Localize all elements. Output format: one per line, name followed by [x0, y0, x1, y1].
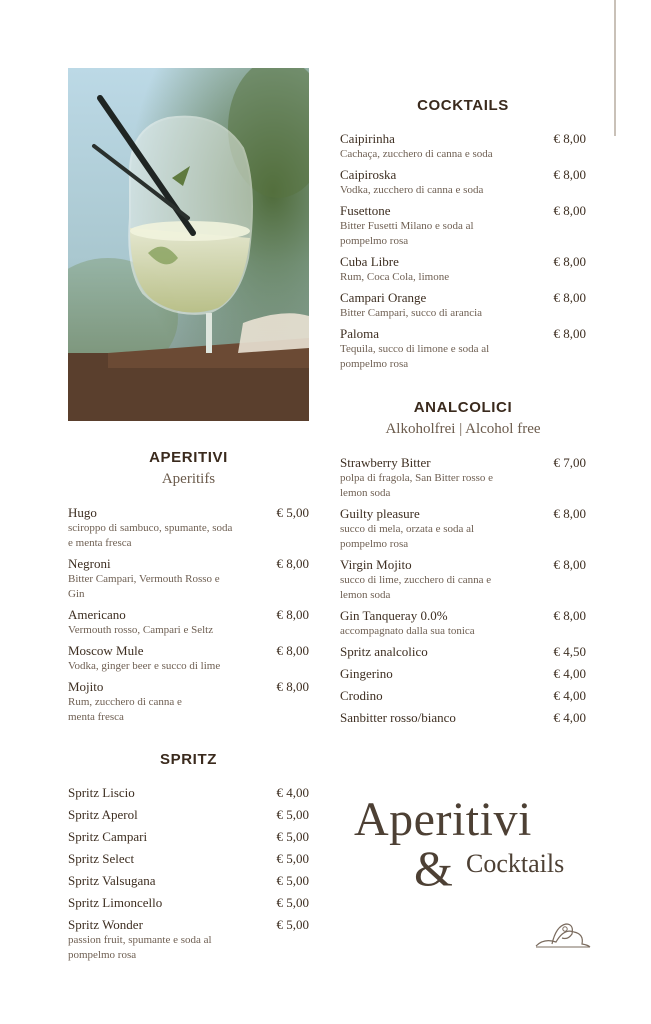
menu-item: [68, 679, 309, 725]
item-name: Gingerino: [340, 666, 393, 681]
item-name: Caipirinha: [340, 131, 395, 146]
item-name: Negroni: [68, 556, 111, 571]
item-name: Campari Orange: [340, 290, 427, 305]
item-name: Guilty pleasure: [340, 506, 420, 521]
menu-item: [340, 167, 586, 198]
item-price: € 4,00: [276, 785, 309, 800]
item-name: Spritz Wonder: [68, 917, 143, 932]
menu-item: [340, 506, 586, 552]
menu-item: [68, 807, 309, 823]
item-price: € 8,00: [553, 608, 586, 623]
item-price: € 8,00: [553, 254, 586, 269]
item-price: € 4,50: [553, 644, 586, 659]
menu-item: [340, 455, 586, 501]
item-price: € 5,00: [276, 873, 309, 888]
item-price: € 7,00: [553, 455, 586, 470]
item-price: € 8,00: [553, 326, 586, 341]
item-price: € 4,00: [553, 688, 586, 703]
item-name: Moscow Mule: [68, 643, 144, 658]
item-description: succo di lime, zucchero di canna e lemon soda: [340, 574, 492, 601]
item-name: Spritz Limoncello: [68, 895, 163, 910]
aperitivi-list: [68, 505, 309, 730]
brand-subtitle: Cocktails: [466, 849, 565, 878]
item-name: Fusettone: [340, 203, 391, 218]
analcolici-subtitle: Alkoholfrei | Alcohol free: [385, 421, 541, 437]
menu-item: [340, 203, 586, 249]
item-price: € 8,00: [276, 643, 309, 658]
menu-item: [340, 666, 586, 682]
cocktail-photo: [68, 68, 309, 421]
item-price: € 5,00: [276, 505, 309, 520]
menu-item: [340, 557, 586, 603]
menu-item: [340, 290, 586, 321]
item-price: € 8,00: [276, 556, 309, 571]
item-price: € 5,00: [276, 851, 309, 866]
cocktails-list: [340, 131, 586, 377]
item-name: Caipiroska: [340, 167, 397, 182]
brand-ampersand: &: [414, 840, 453, 896]
item-name: Spritz Aperol: [68, 807, 138, 822]
item-name: Gin Tanqueray 0.0%: [340, 608, 448, 623]
item-name: Americano: [68, 607, 126, 622]
menu-item: [68, 556, 309, 602]
spritz-list: [68, 785, 309, 969]
item-price: € 8,00: [553, 557, 586, 572]
item-price: € 8,00: [553, 131, 586, 146]
menu-item: [68, 873, 309, 889]
item-name: Spritz Valsugana: [68, 873, 156, 888]
item-description: Bitter Campari, Vermouth Rosso e Gin: [68, 573, 220, 600]
menu-item: [68, 607, 309, 638]
item-description: Vermouth rosso, Campari e Seltz: [68, 624, 214, 636]
decorative-vertical-line: [614, 0, 616, 136]
item-price: € 8,00: [553, 290, 586, 305]
item-name: Spritz Liscio: [68, 785, 135, 800]
analcolici-list: [340, 455, 586, 732]
restaurant-logo-icon: [534, 918, 592, 952]
item-name: Hugo: [68, 505, 97, 520]
analcolici-title: ANALCOLICI: [413, 399, 513, 416]
item-description: passion fruit, spumante e soda al pompelmo rosa: [68, 934, 212, 961]
brand-lockup: [350, 790, 590, 910]
item-description: sciroppo di sambuco, spumante, soda e menta fresca: [68, 522, 233, 549]
item-description: Vodka, ginger beer e succo di lime: [68, 660, 221, 672]
item-name: Spritz Campari: [68, 829, 148, 844]
menu-item: [68, 851, 309, 867]
item-description: Vodka, zucchero di canna e soda: [340, 184, 484, 196]
aperitivi-subtitle: Aperitifs: [161, 471, 216, 487]
item-price: € 4,00: [553, 666, 586, 681]
item-name: Mojito: [68, 679, 104, 694]
item-price: € 8,00: [553, 506, 586, 521]
item-name: Crodino: [340, 688, 383, 703]
item-price: € 5,00: [276, 895, 309, 910]
menu-item: [340, 131, 586, 162]
item-name: Sanbitter rosso/bianco: [340, 710, 456, 725]
item-price: € 8,00: [276, 679, 309, 694]
menu-item: [340, 254, 586, 285]
item-price: € 8,00: [276, 607, 309, 622]
menu-item: [340, 608, 586, 639]
cocktail-glass-illustration: [68, 68, 309, 421]
menu-item: [340, 326, 586, 372]
menu-item: [68, 829, 309, 845]
item-description: polpa di fragola, San Bitter rosso e lemon soda: [340, 472, 494, 499]
item-name: Strawberry Bitter: [340, 455, 431, 470]
spritz-title: SPRITZ: [160, 751, 217, 768]
item-price: € 5,00: [276, 917, 309, 932]
item-description: Cachaça, zucchero di canna e soda: [340, 148, 493, 160]
menu-item: [68, 505, 309, 551]
item-price: € 8,00: [553, 167, 586, 182]
menu-item: [340, 710, 586, 726]
item-name: Virgin Mojito: [340, 557, 412, 572]
item-name: Spritz Select: [68, 851, 135, 866]
item-price: € 5,00: [276, 829, 309, 844]
item-description: Bitter Fusetti Milano e soda al pompelmo rosa: [340, 220, 474, 247]
menu-item: [340, 688, 586, 704]
item-description: Rum, Coca Cola, limone: [340, 271, 450, 283]
menu-item: [68, 917, 309, 963]
item-name: Paloma: [340, 326, 379, 341]
item-price: € 4,00: [553, 710, 586, 725]
item-price: € 8,00: [553, 203, 586, 218]
brand-title: Aperitivi: [354, 793, 532, 846]
menu-item: [340, 644, 586, 660]
item-name: Cuba Libre: [340, 254, 399, 269]
aperitivi-title: APERITIVI: [149, 449, 228, 466]
menu-item: [68, 785, 309, 801]
menu-item: [68, 895, 309, 911]
item-description: Tequila, succo di limone e soda al pompelmo rosa: [340, 343, 490, 370]
item-name: Spritz analcolico: [340, 644, 428, 659]
item-description: Rum, zucchero di canna e menta fresca: [68, 696, 182, 723]
cocktails-title: COCKTAILS: [417, 97, 509, 114]
item-description: Bitter Campari, succo di arancia: [340, 307, 483, 319]
item-description: accompagnato dalla sua tonica: [340, 625, 475, 637]
menu-item: [68, 643, 309, 674]
item-price: € 5,00: [276, 807, 309, 822]
item-description: succo di mela, orzata e soda al pompelmo rosa: [340, 523, 475, 550]
